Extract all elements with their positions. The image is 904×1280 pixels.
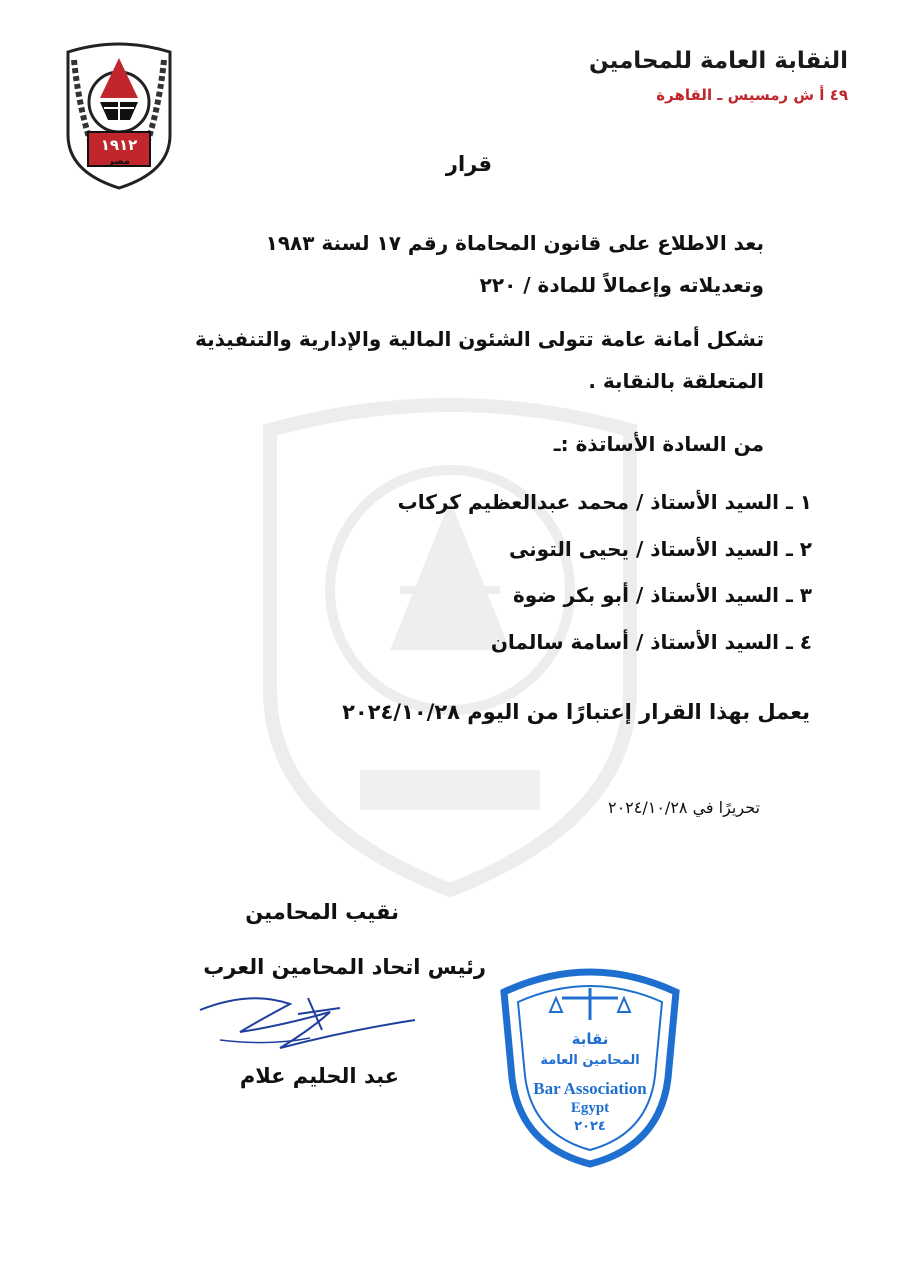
decision-title: قرار bbox=[445, 152, 492, 176]
formation-line: تشكل أمانة عامة تتولى الشئون المالية والإدارية والتنفيذية bbox=[194, 327, 764, 351]
preamble-paragraph bbox=[266, 222, 764, 306]
stamp-en-line1: Bar Association bbox=[533, 1079, 647, 1098]
formation-paragraph bbox=[195, 318, 764, 402]
organization-name: النقابة العامة للمحامين bbox=[588, 48, 848, 74]
organization-address: ٤٩ أ ش رمسيس ـ القاهرة bbox=[656, 86, 848, 104]
member-item: ٣ ـ السيد الأستاذ / أبو بكر ضوة bbox=[512, 583, 812, 607]
signatory-name: عبد الحليم علام bbox=[239, 1064, 399, 1088]
stamp-en-line2: Egypt bbox=[570, 1100, 610, 1116]
handwritten-signature-icon bbox=[190, 990, 420, 1060]
formation-line: المتعلقة بالنقابة . bbox=[588, 369, 764, 393]
member-item: ٤ ـ السيد الأستاذ / أسامة سالمان bbox=[490, 630, 812, 654]
syndicate-logo bbox=[60, 40, 178, 190]
official-stamp bbox=[490, 958, 690, 1170]
preamble-line: وتعديلاته وإعمالاً للمادة / ٢٢٠ bbox=[479, 273, 764, 297]
member-item: ٢ ـ السيد الأستاذ / يحيى التونى bbox=[508, 537, 812, 561]
members-intro: من السادة الأساتذة :ـ bbox=[553, 432, 764, 456]
signatory-title: نقيب المحامين bbox=[245, 900, 399, 924]
effective-date-clause: يعمل بهذا القرار إعتبارًا من اليوم ٢٠٢٤/١٠/٢٨ bbox=[342, 700, 810, 724]
member-item: ١ ـ السيد الأستاذ / محمد عبدالعظيم كركاب bbox=[397, 490, 812, 514]
stamp-year: ٢٠٢٤ bbox=[574, 1119, 606, 1134]
written-on-date: تحريرًا في ٢٠٢٤/١٠/٢٨ bbox=[607, 798, 760, 817]
logo-city: مصر bbox=[107, 156, 131, 167]
signatory-subtitle: رئيس اتحاد المحامين العرب bbox=[203, 955, 486, 979]
logo-year: ١٩١٢ bbox=[100, 136, 138, 154]
stamp-ar-line1: نقابة bbox=[571, 1030, 609, 1048]
stamp-ar-line2: المحامين العامة bbox=[540, 1053, 640, 1068]
preamble-line: بعد الاطلاع على قانون المحاماة رقم ١٧ لسنة ١٩٨٣ bbox=[265, 231, 764, 255]
